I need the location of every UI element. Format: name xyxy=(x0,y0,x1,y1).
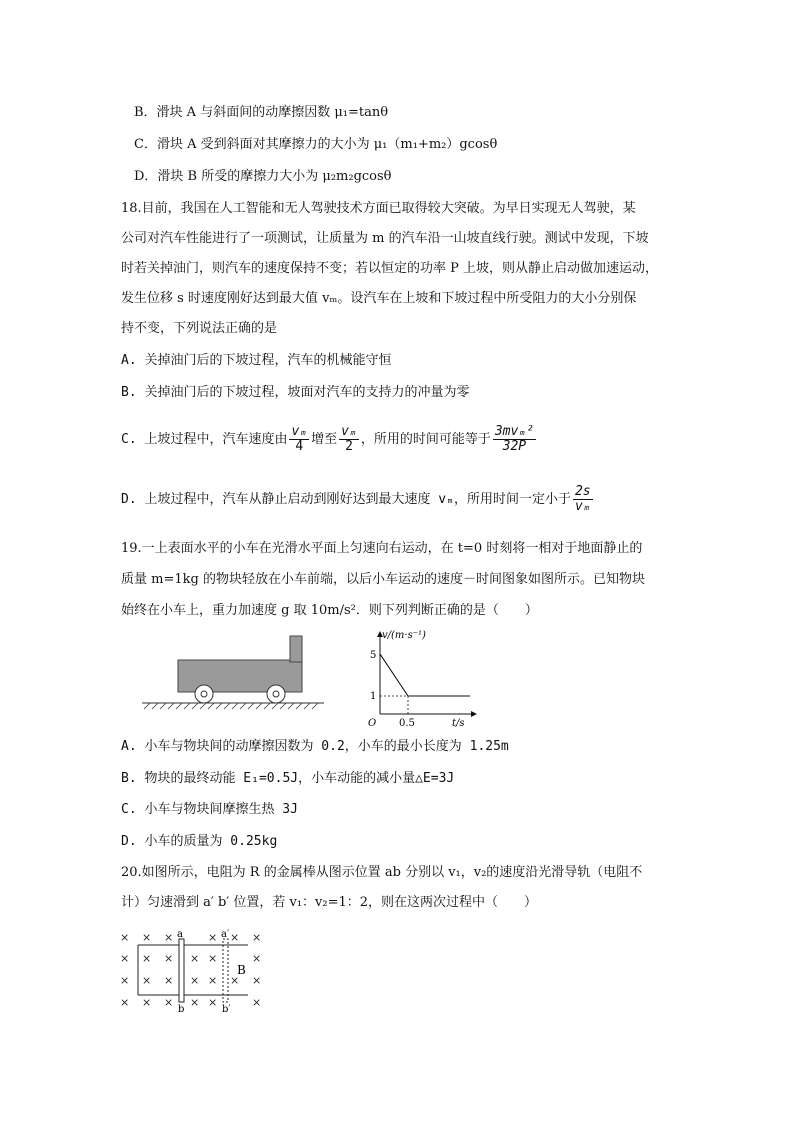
q18-option-d xyxy=(121,484,595,516)
q19-stem-line-1: 19.一上表面水平的小车在光滑水平面上匀速向右运动，在 t=0 时刻将一相对于地面静止的 xyxy=(121,541,643,556)
q18-option-c-mid: 增至 xyxy=(311,432,338,447)
svg-text:×: × xyxy=(164,952,174,965)
label-b: b xyxy=(178,1004,185,1015)
velocity-curve xyxy=(380,654,470,696)
q18-option-c-post: ，所用的时间可能等于 xyxy=(360,432,491,447)
fraction-2s-over-vm xyxy=(573,485,593,514)
svg-text:×: × xyxy=(208,996,218,1009)
label-a-prime: a′ xyxy=(221,929,230,940)
svg-text:×: × xyxy=(208,931,218,944)
cart-wheel xyxy=(195,685,213,703)
svg-text:×: × xyxy=(120,931,130,944)
q18-option-a: A. 关掉油门后的下坡过程，汽车的机械能守恒 xyxy=(121,353,392,368)
ground-surface xyxy=(142,703,324,709)
q18-stem-line-5: 持不变，下列说法正确的是 xyxy=(121,321,278,336)
fraction-vm-over-2 xyxy=(339,425,359,454)
label-magnetic-field-b: B xyxy=(237,963,246,977)
q18-stem-line-1: 18.目前，我国在人工智能和无人驾驶技术方面已取得较大突破。为早日实现无人驾驶，某 xyxy=(121,201,636,216)
metal-rod-a-prime-b-prime xyxy=(223,939,228,1002)
svg-text:×: × xyxy=(230,931,240,944)
svg-text:×: × xyxy=(190,996,200,1009)
svg-text:×: × xyxy=(142,996,152,1009)
velocity-time-graph xyxy=(360,626,480,730)
q19-option-c: C. 小车与物块间摩擦生热 3J xyxy=(121,802,298,817)
q18-option-c-prefix: C. 上坡过程中，汽车速度由 xyxy=(121,432,288,447)
q19-option-a: A. 小车与物块间的动摩擦因数为 0.2，小车的最小长度为 1.25m xyxy=(121,739,509,754)
fraction-vm-over-4 xyxy=(289,425,309,454)
q19-option-d: D. 小车的质量为 0.25kg xyxy=(121,834,278,849)
q18-stem-line-2: 公司对汽车性能进行了一项测试，让质量为 m 的汽车沿一山坡直线行驶。测试中发现，下坡 xyxy=(121,231,649,246)
svg-text:×: × xyxy=(230,974,240,987)
label-a: a xyxy=(177,929,183,940)
q17-option-c: C．滑块 A 受到斜面对其摩擦力的大小为 μ₁（m₁+m₂）gcosθ xyxy=(134,137,498,152)
metal-rod-ab xyxy=(179,939,184,1002)
q18-stem-line-4: 发生位移 s 时速度刚好达到最大值 vₘ。设汽车在上坡和下坡过程中所受阻力的大小分别保 xyxy=(121,291,637,306)
q20-stem-line-1: 20.如图所示，电阻为 R 的金属棒从图示位置 ab 分别以 v₁，v₂的速度沿光滑导轨（电阻不 xyxy=(121,865,643,880)
svg-text:×: × xyxy=(164,974,174,987)
svg-text:×: × xyxy=(120,952,130,965)
cart-on-ground-figure xyxy=(138,630,328,716)
cart-wheel xyxy=(267,685,285,703)
fraction-denominator: vₘ xyxy=(574,499,591,514)
magnetic-field-rail-diagram xyxy=(116,926,276,1016)
svg-text:×: × xyxy=(142,952,152,965)
svg-text:×: × xyxy=(164,931,174,944)
svg-text:×: × xyxy=(252,974,262,987)
svg-text:×: × xyxy=(120,996,130,1009)
q17-option-b: B．滑块 A 与斜面间的动摩擦因数 μ₁=tanθ xyxy=(134,105,389,120)
q18-option-d-prefix: D. 上坡过程中，汽车从静止启动到刚好达到最大速度 vₘ，所用时间一定小于 xyxy=(121,492,571,507)
svg-text:×: × xyxy=(252,996,262,1009)
q19-stem-line-3: 始终在小车上，重力加速度 g 取 10m/s²．则下列判断正确的是（ ） xyxy=(121,603,538,618)
svg-text:×: × xyxy=(208,952,218,965)
q18-option-c xyxy=(121,424,538,456)
svg-text:×: × xyxy=(252,952,262,965)
q19-option-b: B. 物块的最终动能 E₁=0.5J，小车动能的减小量△E=3J xyxy=(121,771,455,786)
svg-text:×: × xyxy=(208,974,218,987)
label-b-prime: b′ xyxy=(222,1004,231,1015)
q20-stem-line-2: 计）匀速滑到 a′ b′ 位置，若 v₁：v₂=1：2，则在这两次过程中（ ） xyxy=(121,895,538,910)
tick-label-0-5: 0.5 xyxy=(399,718,415,729)
q18-option-b: B. 关掉油门后的下坡过程，坡面对汽车的支持力的冲量为零 xyxy=(121,385,470,400)
svg-text:×: × xyxy=(190,974,200,987)
tick-label-1: 1 xyxy=(370,691,377,702)
tick-label-5: 5 xyxy=(370,650,377,661)
y-axis-label: v/(m·s⁻¹) xyxy=(382,630,426,641)
fraction-denominator: 4 xyxy=(295,439,304,454)
svg-text:×: × xyxy=(252,931,262,944)
q17-option-d: D．滑块 B 所受的摩擦力大小为 μ₂m₂gcosθ xyxy=(134,169,392,184)
svg-text:×: × xyxy=(142,931,152,944)
fraction-denominator: 2 xyxy=(345,439,353,454)
fraction-numerator: 3mvₘ² xyxy=(494,424,534,439)
x-axis-label: t/s xyxy=(452,718,465,729)
svg-text:×: × xyxy=(164,996,174,1009)
svg-text:×: × xyxy=(190,952,200,965)
fraction-numerator: vₘ xyxy=(291,424,308,439)
fraction-numerator: 2s xyxy=(574,484,591,499)
q18-stem-line-3: 时若关掉油门，则汽车的速度保持不变；若以恒定的功率 P 上坡，则从静止启动做加速运动， xyxy=(121,261,659,276)
origin-label: O xyxy=(368,718,377,729)
fraction-time-expression xyxy=(493,425,536,454)
svg-text:×: × xyxy=(142,974,152,987)
fraction-denominator: 32P xyxy=(502,439,527,454)
cart-body xyxy=(178,636,302,692)
svg-text:×: × xyxy=(120,974,130,987)
q19-stem-line-2: 质量 m=1kg 的物块轻放在小车前端，以后小车运动的速度－时间图象如图所示。已知物块 xyxy=(121,572,645,587)
fraction-numerator: vₘ xyxy=(341,424,357,439)
